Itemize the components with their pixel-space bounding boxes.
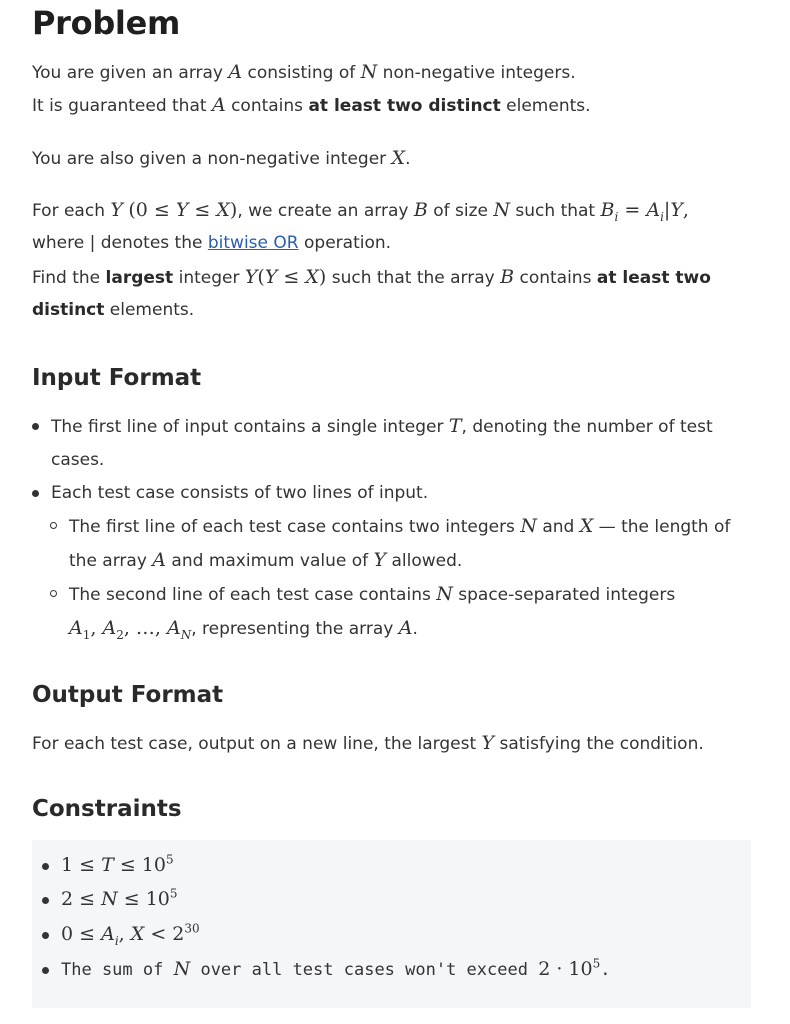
bullet-dot xyxy=(32,490,39,497)
bullet-circle xyxy=(50,522,57,529)
output-format-line: For each test case, output on a new line, the largest Y satisfying the condition. xyxy=(32,732,704,754)
bullet-circle xyxy=(50,590,57,597)
output-format-title: Output Format xyxy=(32,682,224,708)
input-sub-bullet-2: The second line of each test case contains N space-separated integers xyxy=(50,582,675,607)
bullet-dot xyxy=(42,932,49,939)
input-sub-bullet-1-cont: the array A and maximum value of Y allowed. xyxy=(69,549,463,571)
input-bullet-1-cont: cases. xyxy=(51,450,105,470)
constraints-title: Constraints xyxy=(32,796,182,822)
problem-line-5: where | denotes the bitwise OR operation. xyxy=(32,233,392,253)
input-sub-bullet-2-cont: $A_1$, $A_2$, …, $A_N$, representing the array A. xyxy=(69,617,418,642)
bullet-dot xyxy=(42,967,49,974)
problem-line-7: distinct elements. xyxy=(32,300,195,320)
bitwise-or-link[interactable]: bitwise OR xyxy=(207,233,299,253)
input-bullet-2: Each test case consists of two lines of input. xyxy=(32,481,428,505)
bullet-dot xyxy=(42,863,49,870)
bullet-dot xyxy=(42,897,49,904)
constraint-4: The sum of N over all test cases won't exceed $2 \cdot 10^5$. xyxy=(42,956,611,983)
problem-line-6: Find the largest integer Y(Y ≤ X) such that the array B contains at least two xyxy=(32,266,711,288)
constraint-3: $0 \le A_i$, $X < 2^{30}$ xyxy=(42,921,200,948)
problem-line-4: For each Y (0 ≤ Y ≤ X), we create an array B of size N such that $B_i = A_i|Y$, xyxy=(32,199,689,224)
input-bullet-1: The first line of input contains a single integer T, denoting the number of test xyxy=(32,414,713,439)
input-format-title: Input Format xyxy=(32,365,202,391)
constraint-1: $1 \le T \le 10^5$ xyxy=(42,852,174,879)
constraints-box xyxy=(32,840,751,1008)
problem-line-3: You are also given a non-negative integer X. xyxy=(32,147,411,169)
problem-line-2: It is guaranteed that A contains at least two distinct elements. xyxy=(32,94,591,116)
problem-title: Problem xyxy=(32,4,181,42)
bullet-dot xyxy=(32,423,39,430)
constraint-2: $2 \le N \le 10^5$ xyxy=(42,886,178,913)
problem-line-1: You are given an array A consisting of N non-negative integers. xyxy=(32,61,576,83)
input-sub-bullet-1: The first line of each test case contains two integers N and X — the length of xyxy=(50,514,730,539)
